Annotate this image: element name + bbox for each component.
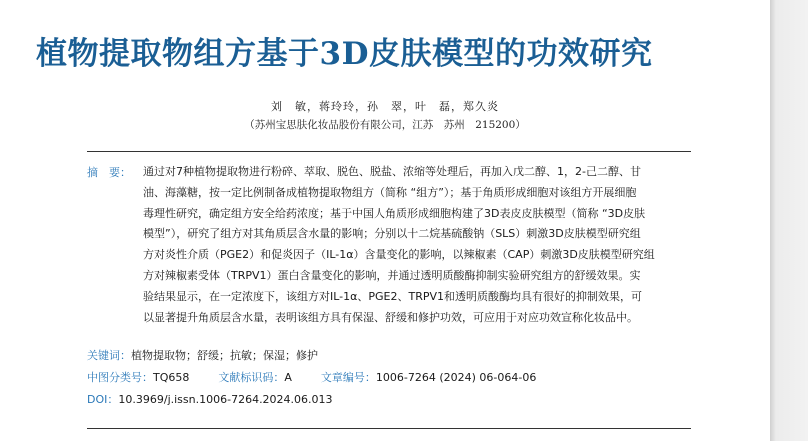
top-divider (87, 151, 691, 152)
classification-value: TQ658 (153, 371, 190, 384)
author-list: 刘 敏，蒋玲玲，孙 翠，叶 磊，郑久炎 (271, 100, 499, 113)
abstract-line: 毒理性研究，确定组方安全给药浓度；基于中国人角质形成细胞构建了3D表皮皮肤模型（简称 “3D皮肤 (143, 206, 646, 220)
abstract-line: 方对辣椒素受体（TRPV1）蛋白含量变化的影响，并通过透明质酸酶抑制实验研究组方的舒缓效果。实 (143, 268, 641, 282)
article-number-value: 1006-7264 (2024) 06-064-06 (375, 371, 537, 384)
doc-code-value: A (284, 371, 292, 384)
doc-code-label: 文献标识码： (218, 371, 285, 384)
bottom-divider (87, 428, 691, 429)
keywords-row (87, 347, 318, 363)
paper-title: 植物提取物组方基于3D皮肤模型的功效研究 (36, 36, 653, 72)
abstract-text (143, 162, 693, 328)
doi-label: DOI： (87, 393, 119, 406)
keywords-value: 植物提取物；舒缓；抗敏；保湿；修护 (131, 349, 318, 362)
doi-value[interactable]: 10.3969/j.issn.1006-7264.2024.06.013 (118, 393, 333, 406)
abstract-label: 摘 要： (87, 166, 131, 179)
abstract-line: 验结果显示，在一定浓度下，该组方对IL-1α、PGE2、TRPV1和透明质酸酶均具有很好的抑制效果，可 (143, 289, 643, 303)
article-number-label: 文章编号： (320, 371, 376, 384)
abstract-line: 方对炎性介质（PGE2）和促炎因子（IL-1α）含量变化的影响，以辣椒素（CAP）刺激3D皮肤模型研究组 (143, 248, 655, 262)
keywords-label: 关键词： (87, 349, 131, 362)
affiliation: （苏州宝思肤化妆品股份有限公司，江苏 苏州 215200） (244, 119, 526, 131)
doi-row (87, 391, 333, 407)
classification-row (87, 369, 536, 385)
abstract-line: 油、海藻糖，按一定比例制备成植物提取物组方（简称 “组方”）；基于角质形成细胞对该组方开展细胞 (143, 185, 637, 199)
viewer-margin (770, 0, 808, 441)
abstract-line: 通过对7种植物提取物进行粉碎、萃取、脱色、脱盐、浓缩等处理后，再加入戊二醇、1，2-己二醇、甘 (143, 165, 641, 178)
classification-label: 中图分类号： (87, 371, 153, 384)
abstract-line: 模型”），研究了组方对其角质层含水量的影响；分别以十二烷基硫酸钠（SLS）刺激3D皮肤模型研究组 (143, 227, 641, 241)
abstract-line: 以显著提升角质层含水量，表明该组方具有保湿、舒缓和修护功效，可应用于对应功效宣称化妆品中。 (143, 310, 638, 324)
